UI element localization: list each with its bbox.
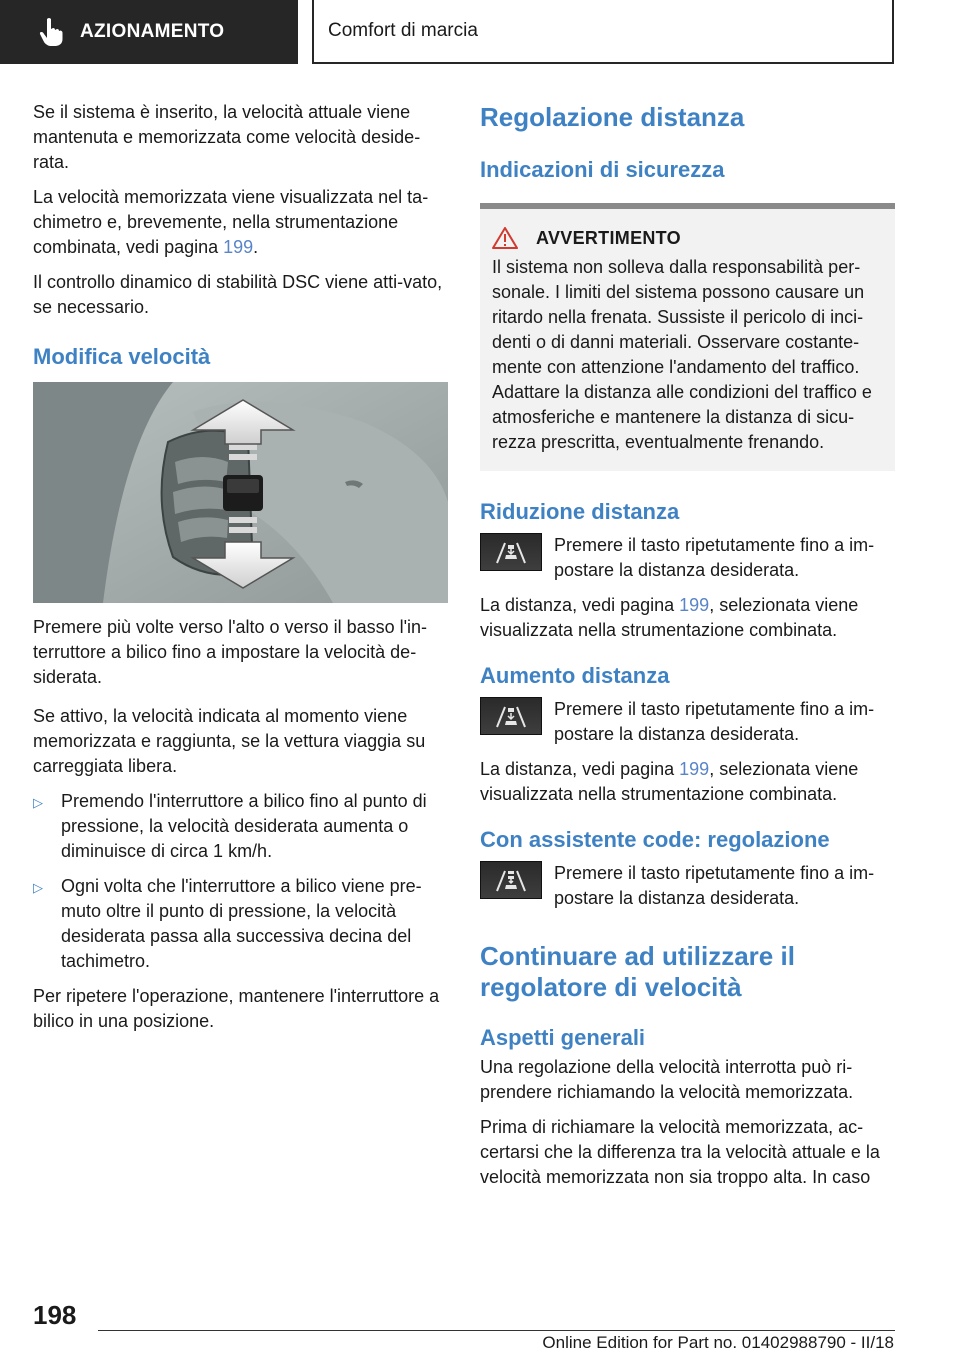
paragraph: La distanza, vedi pagina 199, selezionata viene visualizzata nella strumentazione combinata.	[480, 759, 859, 804]
paragraph: Prima di richiamare la velocità memorizzata, ac-certarsi che la differenza tra la velocità attuale e la velocità memorizzata non sia troppo alta. In caso	[480, 1117, 880, 1187]
list-item: ▷ Premendo l'interruttore a bilico fino al punto di pressione, la velocità desiderata aumenta o diminuisce di circa 1 km/h.	[33, 789, 448, 864]
warning-triangle-icon	[492, 227, 518, 249]
triangle-bullet-icon: ▷	[33, 795, 43, 810]
chapter-tab	[312, 0, 894, 64]
heading-riduzione-distanza: Riduzione distanza	[480, 499, 680, 524]
traffic-jam-assistant-icon	[480, 861, 542, 899]
instruction-text: Premere il tasto ripetutamente fino a im-postare la distanza desiderata.	[554, 535, 875, 580]
section-tab	[0, 0, 298, 64]
paragraph: Una regolazione della velocità interrotta può ri-prendere richiamando la velocità memorizzata.	[480, 1057, 854, 1102]
warning-text: Il sistema non solleva dalla responsabilità per-sonale. I limiti del sistema possono causare un ritardo nella frenata. Sussiste il pericolo di inci-denti o di danni materiali. Osservare costante-mente con attenzione l'andamento del traffico. Adattare la distanza alle condizioni del traffico e atmosferiche e mantenere la distanza di sicu-rezza prescritta, eventualmente frenando.	[492, 257, 872, 452]
hand-pointer-icon	[38, 17, 64, 47]
heading-regolazione-distanza: Regolazione distanza	[480, 102, 745, 132]
left-column	[33, 100, 448, 1044]
page-header	[0, 0, 960, 66]
button-instruction	[480, 861, 895, 911]
paragraph: La velocità memorizzata viene visualizzata nel ta-chimetro e, brevemente, nella strumentazione combinata, vedi pagina 199.	[33, 187, 429, 257]
heading-aspetti-generali: Aspetti generali	[480, 1025, 646, 1050]
paragraph: Il controllo dinamico di stabilità DSC viene atti-vato, se necessario.	[33, 272, 443, 317]
right-column	[480, 100, 895, 1200]
edition-text: Online Edition for Part no. 01402988790 - II/18	[542, 1333, 894, 1352]
paragraph: Se il sistema è inserito, la velocità attuale viene mantenuta e memorizzata come velocità deside-rata.	[33, 102, 421, 172]
paragraph: Per ripetere l'operazione, mantenere l'interruttore a bilico in una posizione.	[33, 986, 440, 1031]
page-link[interactable]: 199	[679, 595, 710, 615]
heading-indicazioni-sicurezza: Indicazioni di sicurezza	[480, 157, 725, 182]
button-instruction	[480, 697, 895, 747]
page-number: 198	[33, 1300, 77, 1330]
heading-assistente-code: Con assistente code: regolazione	[480, 827, 830, 852]
paragraph: Se attivo, la velocità indicata al momento viene memorizzata e raggiunta, se la vettura viaggia su carreggiata libera.	[33, 706, 426, 776]
page-link[interactable]: 199	[223, 237, 254, 257]
warning-title: AVVERTIMENTO	[536, 227, 681, 248]
warning-header	[492, 227, 885, 249]
button-instruction	[480, 533, 895, 583]
heading-modifica-velocita: Modifica velocità	[33, 344, 211, 369]
paragraph: Premere più volte verso l'alto o verso il basso l'in-terruttore a bilico fino a impostare la velocità de-siderata.	[33, 617, 428, 687]
list-item: ▷ Ogni volta che l'interruttore a bilico viene pre-muto oltre il punto di pressione, la velocità desiderata passa alla successiva decina del tachimetro.	[33, 874, 448, 974]
distance-increase-icon	[480, 697, 542, 735]
instruction-text: Premere il tasto ripetutamente fino a im-postare la distanza desiderata.	[554, 863, 875, 908]
instruction-text: Premere il tasto ripetutamente fino a im-postare la distanza desiderata.	[554, 699, 875, 744]
chapter-label: Comfort di marcia	[328, 20, 478, 41]
footer-divider	[98, 1330, 895, 1331]
paragraph: La distanza, vedi pagina 199, selezionata viene visualizzata nella strumentazione combinata.	[480, 595, 859, 640]
section-label: AZIONAMENTO	[80, 21, 225, 42]
heading-aumento-distanza: Aumento distanza	[480, 663, 670, 688]
distance-decrease-icon	[480, 533, 542, 571]
warning-box	[480, 203, 895, 471]
triangle-bullet-icon: ▷	[33, 880, 43, 895]
page-link[interactable]: 199	[679, 759, 710, 779]
heading-continuare: Continuare ad utilizzare il regolatore di velocità	[480, 941, 795, 1002]
steering-wheel-photo	[33, 382, 448, 603]
